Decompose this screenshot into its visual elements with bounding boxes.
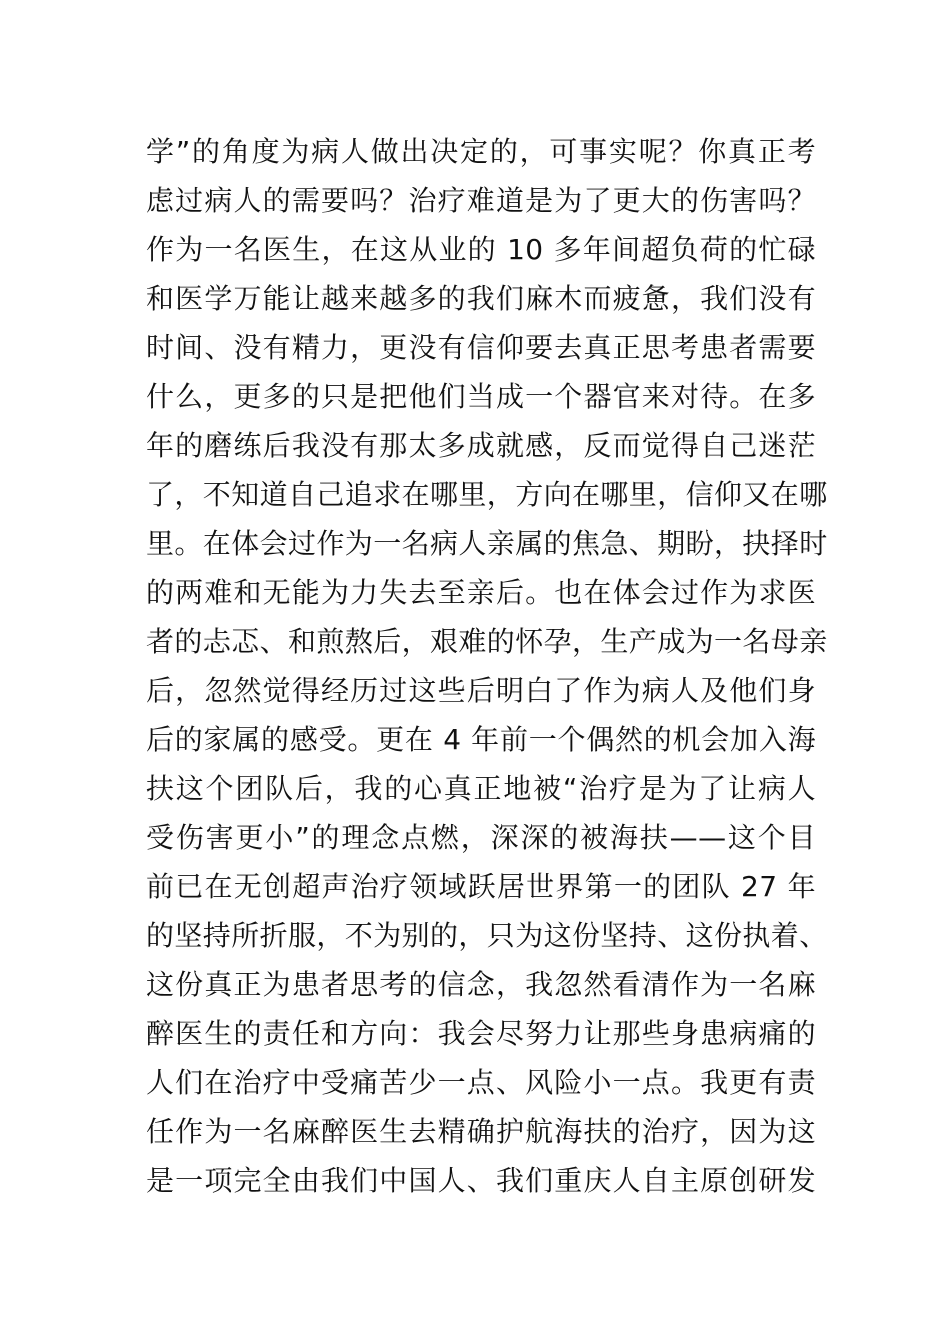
text-line: 任作为一名麻醉医生去精确护航海扶的治疗，因为这 bbox=[146, 1115, 816, 1148]
text-line: 年的磨练后我没有那太多成就感，反而觉得自己迷茫 bbox=[146, 429, 816, 462]
text-line: 后的家属的感受。更在 4 年前一个偶然的机会加入海 bbox=[146, 723, 816, 756]
text-line: 者的忐忑、和煎熬后，艰难的怀孕，生产成为一名母亲 bbox=[146, 625, 828, 658]
text-line: 人们在治疗中受痛苦少一点、风险小一点。我更有责 bbox=[146, 1066, 816, 1099]
text-line: 什么，更多的只是把他们当成一个器官来对待。在多 bbox=[146, 380, 816, 413]
text-line: 虑过病人的需要吗？治疗难道是为了更大的伤害吗？ bbox=[146, 184, 816, 217]
text-line: 受伤害更小”的理念点燃，深深的被海扶——这个目 bbox=[146, 821, 816, 854]
text-line: 和医学万能让越来越多的我们麻木而疲惫，我们没有 bbox=[146, 282, 816, 315]
body-text bbox=[146, 127, 828, 1205]
text-line: 前已在无创超声治疗领域跃居世界第一的团队 27 年 bbox=[146, 870, 816, 903]
text-line: 是一项完全由我们中国人、我们重庆人自主原创研发 bbox=[146, 1164, 816, 1197]
text-line: 作为一名医生，在这从业的 10 多年间超负荷的忙碌 bbox=[146, 233, 816, 266]
text-line: 了，不知道自己追求在哪里，方向在哪里，信仰又在哪 bbox=[146, 478, 828, 511]
text-line: 的两难和无能为力失去至亲后。也在体会过作为求医 bbox=[146, 576, 816, 609]
text-line: 醉医生的责任和方向：我会尽努力让那些身患病痛的 bbox=[146, 1017, 816, 1050]
text-line: 时间、没有精力，更没有信仰要去真正思考患者需要 bbox=[146, 331, 816, 364]
text-line: 这份真正为患者思考的信念，我忽然看清作为一名麻 bbox=[146, 968, 816, 1001]
text-line: 里。在体会过作为一名病人亲属的焦急、期盼，抉择时 bbox=[146, 527, 828, 560]
text-line: 后，忽然觉得经历过这些后明白了作为病人及他们身 bbox=[146, 674, 816, 707]
text-line: 学”的角度为病人做出决定的，可事实呢？你真正考 bbox=[146, 135, 816, 168]
text-line: 的坚持所折服，不为别的，只为这份坚持、这份执着、 bbox=[146, 919, 828, 952]
text-line: 扶这个团队后，我的心真正地被“治疗是为了让病人 bbox=[146, 772, 816, 805]
